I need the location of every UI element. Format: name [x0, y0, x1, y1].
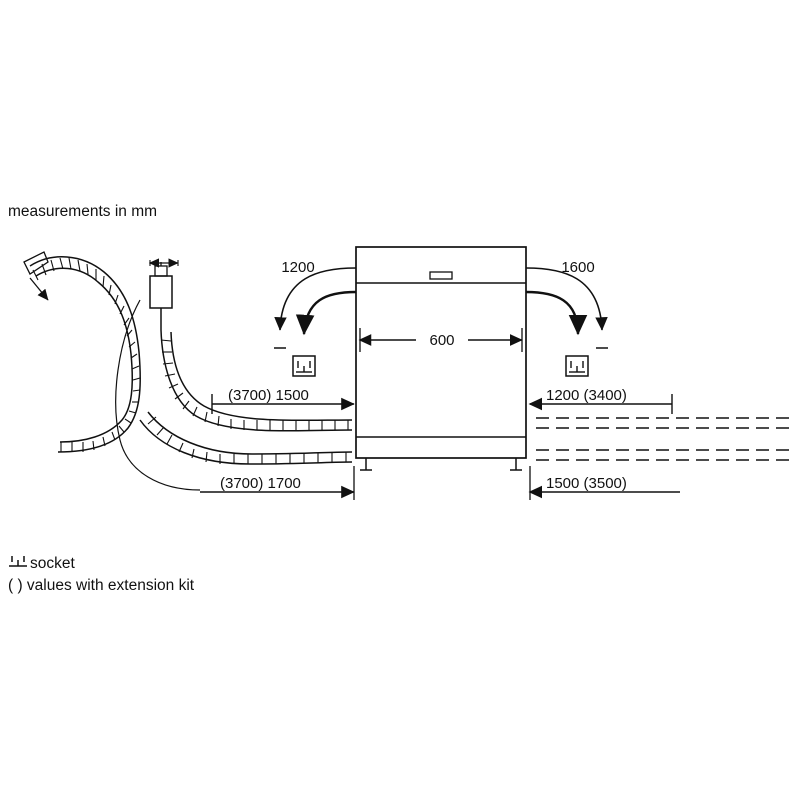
- measurements-note: measurements in mm: [8, 203, 158, 220]
- legend-extension-label: ( ) values with extension kit: [8, 577, 195, 594]
- dim-right-top-label: 1600: [561, 259, 595, 276]
- dim-width-label: 600: [429, 332, 455, 349]
- dim-right-bottom-label: 1500 (3500): [546, 475, 627, 492]
- dim-left-mid-label: (3700) 1500: [228, 387, 309, 404]
- dim-left-bottom-label: (3700) 1700: [220, 475, 301, 492]
- dim-right-mid-label: 1200 (3400): [546, 387, 627, 404]
- dim-left-top-label: 1200: [281, 259, 315, 276]
- legend-socket-label: socket: [30, 555, 75, 572]
